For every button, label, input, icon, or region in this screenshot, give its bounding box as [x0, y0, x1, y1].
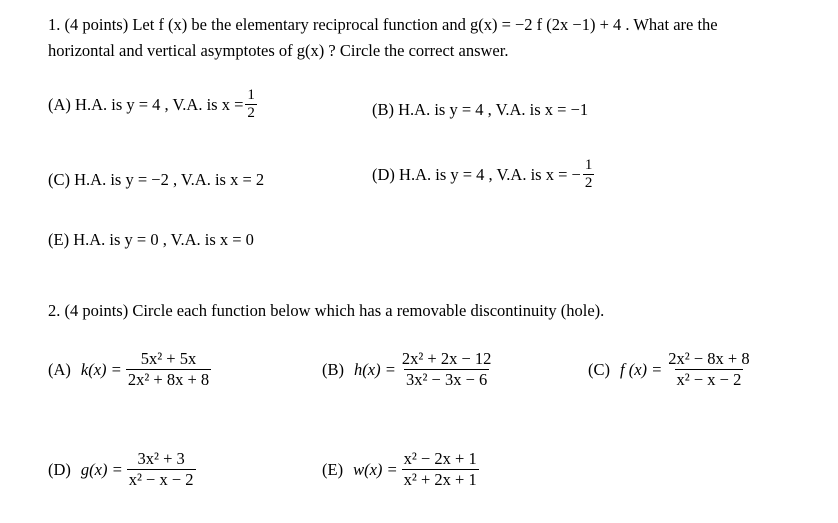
q2-option-e[interactable]: [322, 450, 481, 489]
fraction-denominator: x² + 2x + 1: [403, 470, 477, 489]
q1-option-a-label: (A) H.A. is y = 4 , V.A. is x =: [48, 94, 244, 114]
question-1-line-2: horizontal and vertical asymptotes of g(x) ? Circle the correct answer.: [48, 41, 509, 60]
q2-option-b[interactable]: [322, 350, 495, 389]
q2-option-b-fraction: [400, 350, 494, 389]
q2-option-e-label: (E): [322, 459, 344, 479]
q2-option-a-fraction: [126, 350, 211, 389]
q2-option-d-fraction: [127, 450, 196, 489]
q1-option-b-label: (B) H.A. is y = 4 , V.A. is x = −1: [372, 100, 589, 119]
fraction-numerator: 2x² − 8x + 8: [668, 349, 750, 368]
q1-option-b[interactable]: [372, 100, 588, 120]
fraction-numerator: 3x² + 3: [137, 449, 185, 468]
fraction-denominator: x² − x − 2: [128, 470, 194, 489]
q2-option-b-label: (B): [322, 359, 344, 379]
q1-option-d-label: (D) H.A. is y = 4 , V.A. is x = −: [372, 164, 581, 184]
question-2-text: 2. (4 points) Circle each function below which has a removable discontinuity (hole).: [48, 301, 605, 320]
q1-option-d[interactable]: [372, 158, 596, 191]
q1-option-c-label: (C) H.A. is y = −2 , V.A. is x = 2: [48, 170, 265, 189]
q2-option-c-label: (C): [588, 359, 610, 379]
q2-option-c-function-name: f (x) =: [620, 359, 663, 379]
fraction-denominator: x² − x − 2: [676, 370, 742, 389]
q1-option-e-label: (E) H.A. is y = 0 , V.A. is x = 0: [48, 230, 254, 249]
q1-option-d-fraction: [583, 158, 595, 191]
fraction-numerator: 1: [247, 87, 255, 103]
q2-option-c[interactable]: [588, 350, 754, 389]
fraction-denominator: 3x² − 3x − 6: [405, 370, 488, 389]
fraction-numerator: 2x² + 2x − 12: [401, 349, 492, 368]
fraction-numerator: 5x² + 5x: [140, 349, 197, 368]
fraction-numerator: x² − 2x + 1: [403, 449, 477, 468]
q2-option-c-fraction: [666, 350, 751, 389]
question-1-line-1: 1. (4 points) Let f (x) be the elementary reciprocal function and g(x) = −2 f (2x −1) + 4 . What are the: [48, 15, 718, 34]
q2-option-a[interactable]: [48, 350, 213, 389]
q2-option-a-function-name: k(x) =: [80, 359, 122, 379]
q1-option-e[interactable]: [48, 230, 254, 250]
fraction-denominator: 2: [584, 175, 593, 191]
q2-option-d-function-name: g(x) =: [80, 459, 123, 479]
q2-option-b-function-name: h(x) =: [354, 359, 396, 379]
q1-option-a-fraction: [245, 88, 257, 121]
q2-option-d[interactable]: [48, 450, 198, 489]
q2-option-e-fraction: [402, 450, 479, 489]
q2-option-d-label: (D): [48, 459, 71, 479]
fraction-denominator: 2: [247, 105, 255, 121]
fraction-numerator: 1: [584, 157, 593, 173]
q2-option-e-function-name: w(x) =: [353, 459, 398, 479]
q2-option-a-label: (A): [48, 359, 71, 379]
fraction-denominator: 2x² + 8x + 8: [127, 370, 210, 389]
q1-option-a[interactable]: [48, 88, 259, 121]
q1-option-c[interactable]: [48, 170, 264, 190]
